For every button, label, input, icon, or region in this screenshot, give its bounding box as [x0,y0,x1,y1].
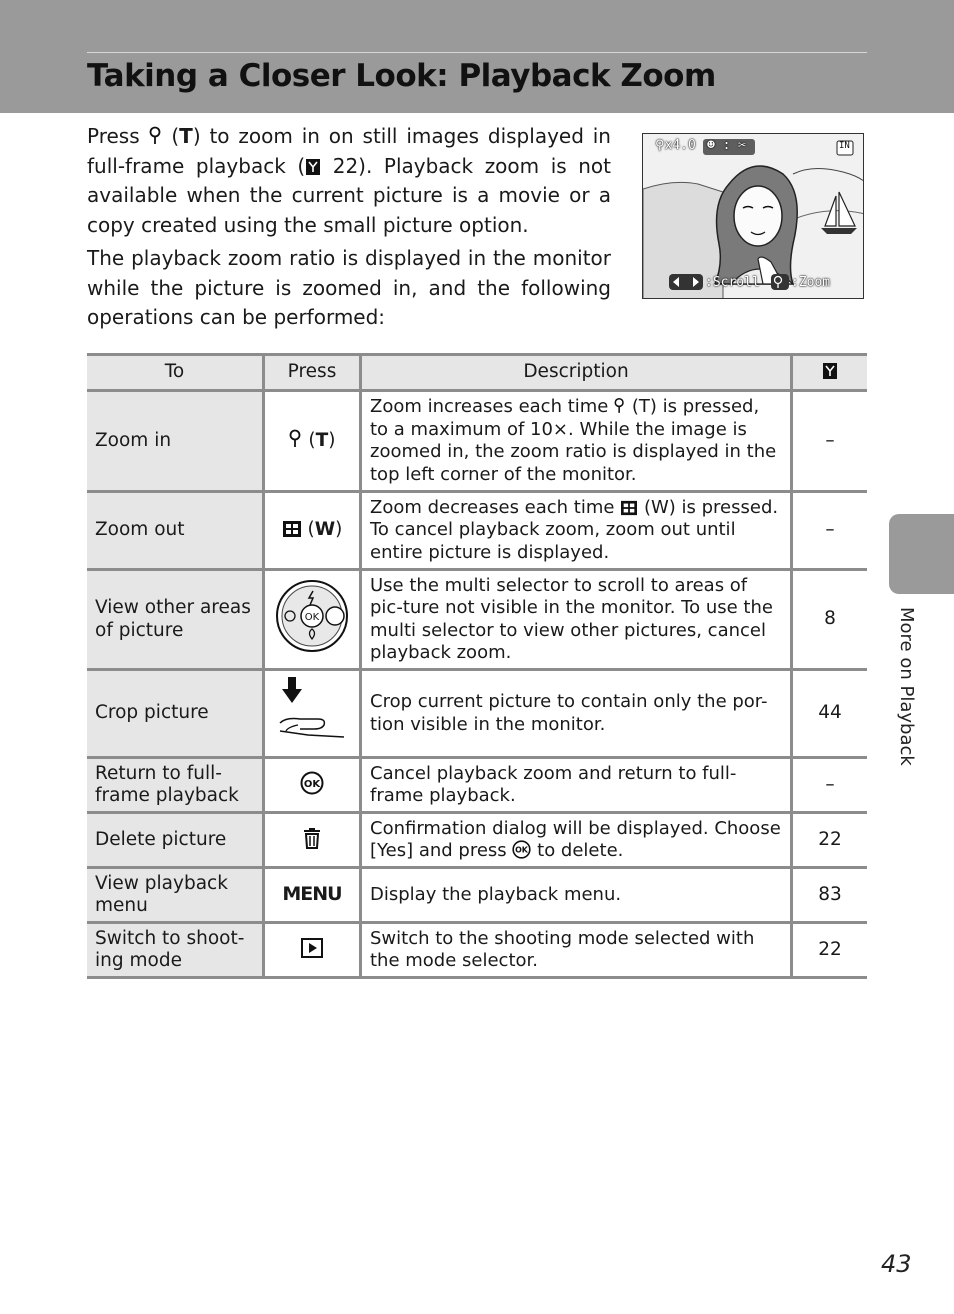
header-press: Press [264,355,361,391]
row-description: Zoom increases each time (T) is pressed, to a maximum of 10×. While the image is zoomed in, the zoom ratio is displayed in the top left corner of the monitor. [361,391,792,492]
row-action: Zoom out [87,492,264,570]
row-press: (W) [264,492,361,570]
row-page: 83 [792,868,868,923]
zoom-ratio-icon: ⚲ [655,138,665,153]
playback-button-icon [301,938,323,958]
zoom-in-icon [614,397,626,415]
memory-badge: IN [839,141,850,151]
header-page-reference [792,355,868,391]
svg-text:OK: OK [304,612,320,624]
intro-text [87,122,611,337]
reference-icon [822,362,838,380]
table-row [87,813,867,868]
thumbnail-icon [282,520,302,538]
table-row [87,492,867,570]
header-band [0,0,954,113]
trash-icon [302,826,322,850]
row-page: 22 [792,813,868,868]
row-press [264,670,361,758]
row-action: Return to full-frame playback [87,758,264,813]
row-page: – [792,492,868,570]
table-row [87,670,867,758]
section-tab [889,514,954,594]
ok-button-icon [512,840,531,859]
monitor-preview [642,133,864,299]
intro-paragraph-2: The playback zoom ratio is displayed in the monitor while the picture is zoomed in, and the following operations can be performed: [87,246,611,329]
operations-table [87,353,867,979]
row-action: View other areas of picture [87,570,264,670]
row-press [264,923,361,978]
zoom-in-icon [149,126,163,146]
table-header-row [87,355,867,391]
ok-button-icon [300,771,324,795]
zoom-hint: :Zoom [791,275,831,290]
row-description: Switch to the shooting mode selected with the mode selector. [361,923,792,978]
header-rule [87,52,867,53]
row-press [264,570,361,670]
row-description: Crop current picture to contain only the por-tion visible in the monitor. [361,670,792,758]
row-action: Zoom in [87,391,264,492]
row-page: – [792,758,868,813]
header-description: Description [361,355,792,391]
row-description: Confirmation dialog will be displayed. Choose [Yes] and press OK to delete. [361,813,792,868]
row-description: Cancel playback zoom and return to full-frame playback. [361,758,792,813]
row-press [264,868,361,923]
shutter-release-icon [278,675,346,745]
zoom-in-icon [289,429,303,449]
row-action: Switch to shoot-ing mode [87,923,264,978]
page-number: 43 [881,1250,912,1278]
table-row [87,923,867,978]
row-press [264,813,361,868]
table-row [87,868,867,923]
row-page: 44 [792,670,868,758]
section-label: More on Playback [896,607,917,766]
thumbnail-icon [620,500,638,516]
table-row [87,758,867,813]
svg-text:OK: OK [303,779,321,791]
crop-hint: ☻ : ✂ [707,138,747,153]
table-row [87,391,867,492]
row-action: View playback menu [87,868,264,923]
reference-icon [305,158,321,176]
scroll-hint: :Scroll [705,275,760,290]
svg-text:OK: OK [515,845,529,855]
intro-paragraph-1: Press (T) to zoom in on still images displayed in full-frame playback ( 22). Playback zoom is not available when the current picture is a movie or a copy created using the small picture option. [87,124,611,237]
menu-button-icon: MENU [282,883,342,906]
row-description: Display the playback menu. [361,868,792,923]
page-title: Taking a Closer Look: Playback Zoom [87,58,716,94]
tele-letter: T [179,124,193,148]
row-page: 8 [792,570,868,670]
row-page: – [792,391,868,492]
row-action: Delete picture [87,813,264,868]
row-page: 22 [792,923,868,978]
row-description: Zoom decreases each time (W) is pressed. To cancel playback zoom, zoom out until entire picture is displayed. [361,492,792,570]
zoom-readout: ⚲x4.0 [655,138,696,153]
row-press [264,758,361,813]
row-press: (T) [264,391,361,492]
multi-selector-icon [275,579,349,653]
row-description: Use the multi selector to scroll to areas of pic-ture not visible in the monitor. To use the multi selector to view other pictures, cancel playback zoom. [361,570,792,670]
header-to: To [87,355,264,391]
row-action: Crop picture [87,670,264,758]
table-row [87,570,867,670]
